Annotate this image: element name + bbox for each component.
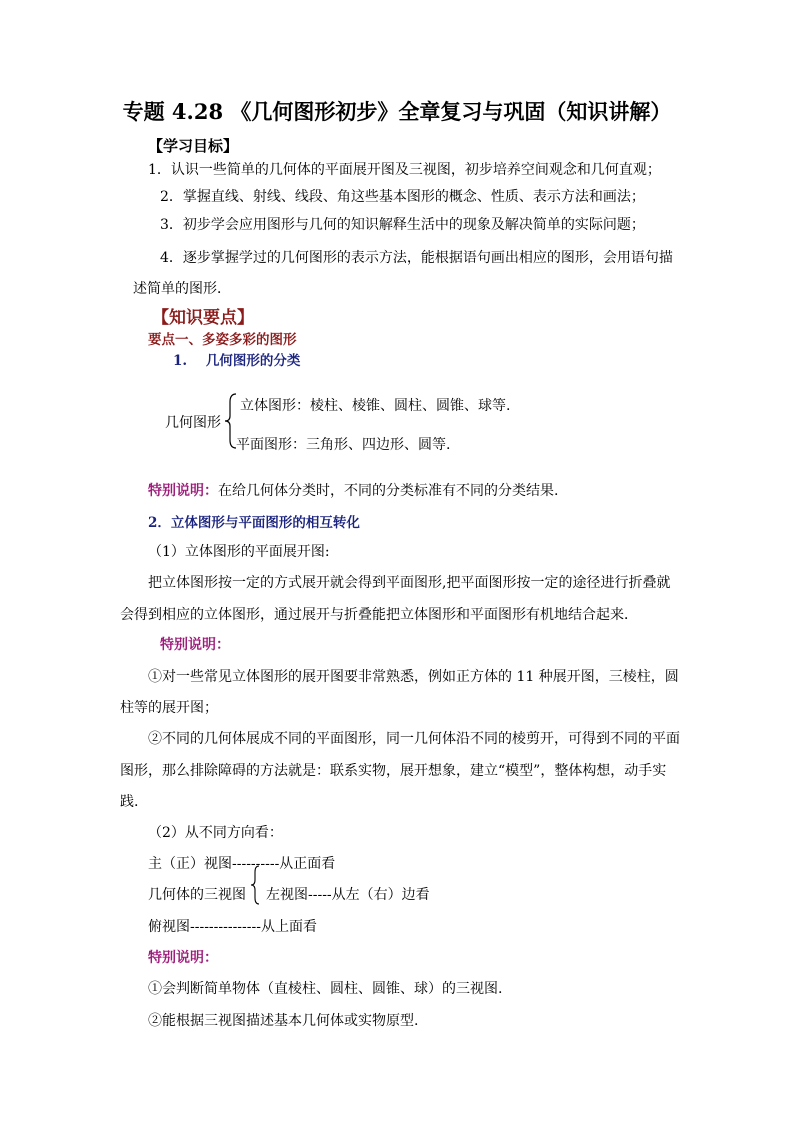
note-2-item-2-line-3: 践.: [120, 794, 139, 810]
view-top: 俯视图---------------从上面看: [148, 919, 317, 935]
note-3-item-2: ②能根据三视图描述基本几何体或实物原型.: [148, 1013, 419, 1029]
views-root: 几何体的三视图: [148, 887, 246, 903]
point-1-heading: 要点一、多姿多彩的图形: [148, 332, 297, 348]
goal-item-4-cont: 述简单的图形．: [133, 281, 231, 297]
view-left: 左视图-----从左（右）边看: [266, 887, 430, 903]
note-1-label: 特别说明：: [148, 483, 218, 499]
classification-solid: 立体图形：棱柱、棱锥、圆柱、圆锥、球等.: [240, 398, 511, 414]
goal-item-1: 1．认识一些简单的几何体的平面展开图及三视图，初步培养空间观念和几何直观；: [148, 162, 661, 178]
view-front: 主（正）视图----------从正面看: [148, 856, 336, 872]
note-2-item-2-line-1: ②不同的几何体展成不同的平面图形，同一几何体沿不同的棱剪开，可得到不同的平面: [148, 731, 680, 747]
note-3-label: 特别说明：: [148, 950, 218, 966]
note-2-item-1-line-2: 柱等的展开图；: [120, 700, 218, 716]
paragraph-1-line-2: 会得到相应的立体图形，通过展开与折叠能把立体图形和平面图形有机地结合起来．: [120, 607, 638, 623]
classification-plane: 平面图形：三角形、四边形、圆等.: [236, 437, 451, 453]
sub-heading-2-2: （2）从不同方向看：: [148, 825, 283, 841]
note-1-text: 在给几何体分类时，不同的分类标准有不同的分类结果.: [218, 483, 559, 499]
goal-item-2: 2．掌握直线、射线、线段、角这些基本图形的概念、性质、表示方法和画法；: [160, 189, 645, 205]
note-3-item-1: ①会判断简单物体（直棱柱、圆柱、圆锥、球）的三视图.: [148, 981, 503, 997]
classification-root: 几何图形: [165, 415, 221, 431]
note-2-label: 特别说明：: [160, 637, 230, 653]
sub-heading-2: 2．立体图形与平面图形的相互转化: [148, 515, 360, 531]
paragraph-1-line-1: 把立体图形按一定的方式展开就会得到平面图形,把平面图形按一定的途径进行折叠就: [148, 575, 671, 591]
page-title: 专题 4.28 《几何图形初步》全章复习与巩固（知识讲解）: [122, 99, 672, 124]
knowledge-points-heading: 【知识要点】: [152, 308, 254, 328]
note-2-item-2-line-2: 图形，那么排除障碍的方法就是：联系实物，展开想象，建立“模型”，整体构想，动手实: [120, 763, 667, 779]
brace-icon: [248, 864, 262, 906]
sub-heading-1: 1. 几何图形的分类: [173, 353, 301, 369]
goal-item-3: 3．初步学会应用图形与几何的知识解释生活中的现象及解决简单的实际问题；: [160, 217, 645, 233]
learning-goals-heading: 【学习目标】: [148, 137, 239, 155]
goal-item-4: 4．逐步掌握学过的几何图形的表示方法，能根据语句画出相应的图形，会用语句描: [160, 250, 673, 266]
sub-heading-2-1: （1）立体图形的平面展开图:: [148, 544, 330, 560]
note-2-item-1-line-1: ①对一些常见立体图形的展开图要非常熟悉，例如正方体的 11 种展开图，三棱柱，圆: [148, 669, 679, 685]
